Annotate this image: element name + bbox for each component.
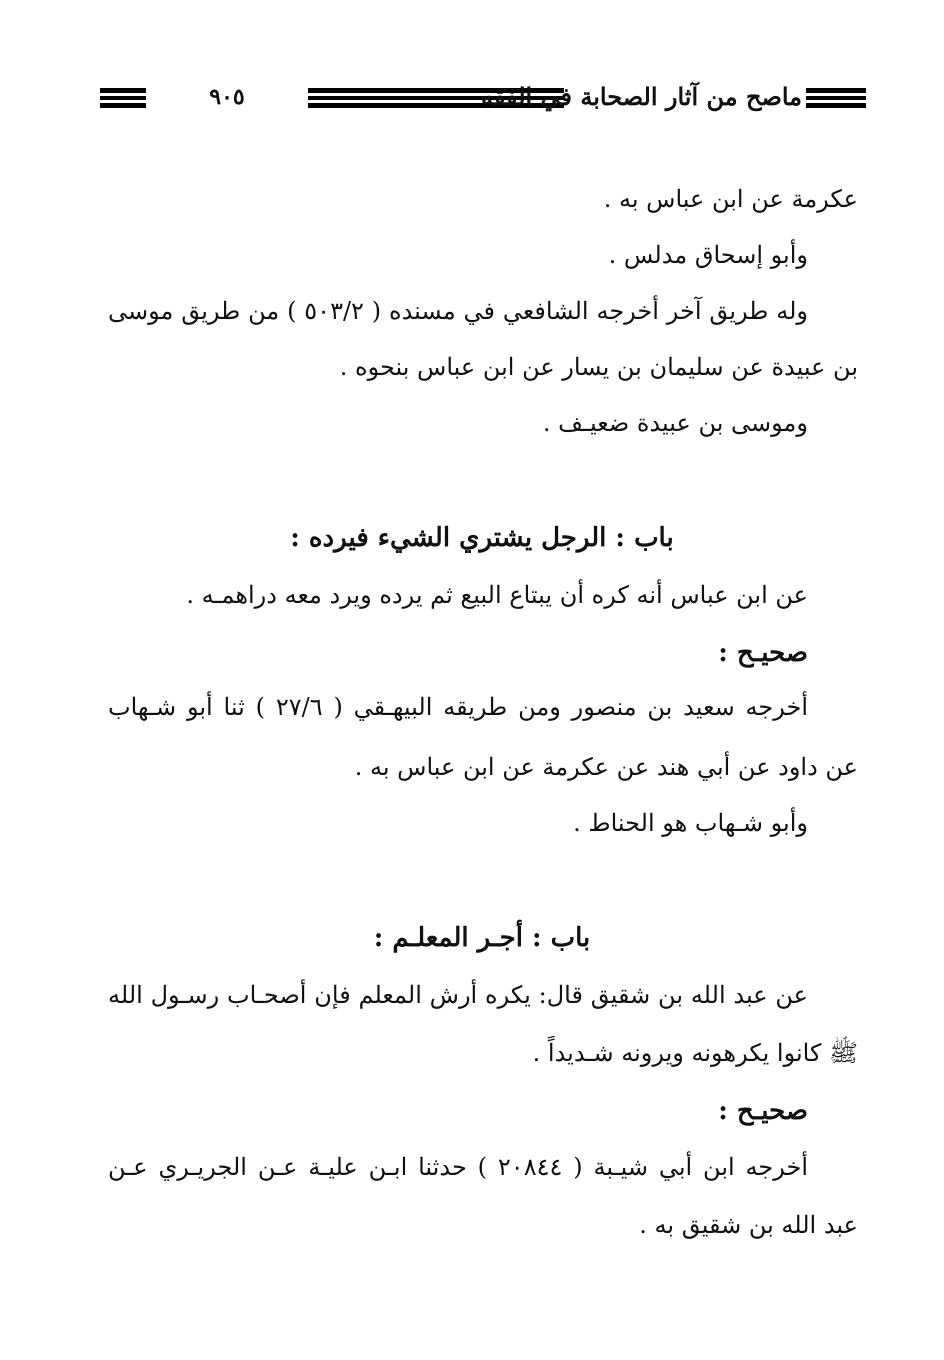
text-line: عن داود عن أبي هند عن عكرمة عن ابن عباس به . [354,753,858,781]
text-line: عكرمة عن ابن عباس به . [603,185,858,213]
text-line: عن عبد الله بن شقيق قال: يكره أرش المعلم فإن أصحـاب رسـول الله [108,981,808,1009]
grading-label: صحيـح : [718,638,808,668]
text-line: وموسى بن عبيدة ضعيـف . [542,409,808,437]
text-line: عبد الله بن شقيق به . [639,1211,858,1239]
section-heading: باب : الرجل يشتري الشيء فيرده : [290,523,674,553]
text-line: ﷺ كانوا يكرهونه ويرونه شـديداً . [532,1039,858,1067]
text-line: أخرجه ابن أبي شيـبة ( ٢٠٨٤٤ ) حدثنا ابـن عليـة عـن الجريـري عـن [108,1153,809,1181]
section-heading: باب : أجـر المعلـم : [373,923,591,953]
text-line: بن عبيدة عن سليمان بن يسار عن ابن عباس بنحوه . [339,353,858,381]
text-line: وأبو شـهاب هو الحناط . [573,809,808,837]
page-number: ٩٠٥ [209,84,245,110]
header-rule-right [806,88,866,108]
text-line: أخرجه سعيد بن منصور ومن طريقه البيهـقي ( ٢٧/٦ ) ثنا أبو شـهاب [108,693,809,721]
grading-label: صحيـح : [718,1096,808,1126]
running-title: ماصح من آثار الصحابة في الفقه [481,82,802,111]
text-line: وأبو إسحاق مدلس . [608,241,808,269]
page-header [100,80,866,120]
text-line: وله طريق آخر أخرجه الشافعي في مسنده ( ٥٠٣/٢ ) من طريق موسى [108,297,808,325]
text-line: عن ابن عباس أنه كره أن يبتاع البيع ثم يرده ويرد معه دراهمـه . [186,581,808,609]
header-rule-left [100,88,146,108]
